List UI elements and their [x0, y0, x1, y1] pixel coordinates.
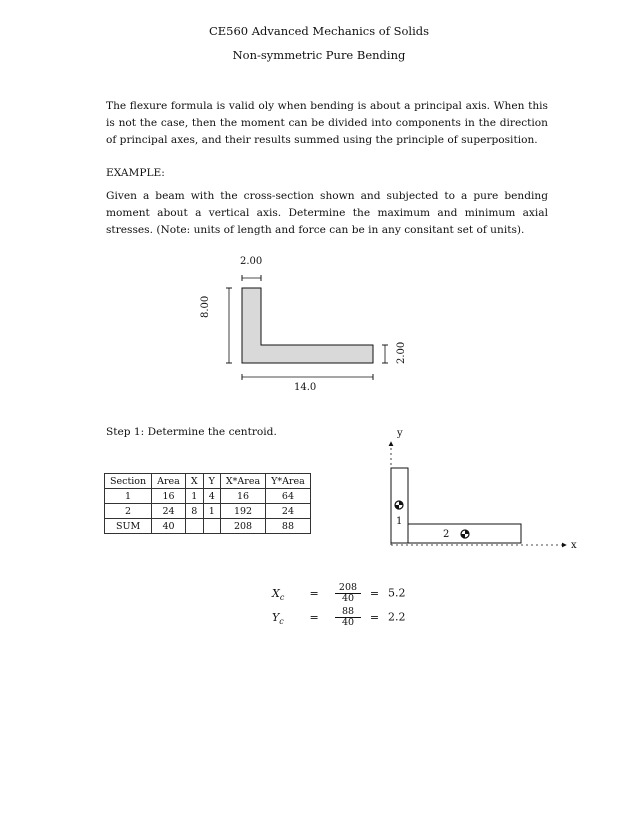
table-cell: 1 — [203, 504, 220, 519]
eq-equals: = — [369, 610, 380, 624]
eq-result: 2.2 — [388, 610, 406, 624]
table-header: Y — [203, 474, 220, 489]
table-cell — [203, 519, 220, 534]
table-cell: 16 — [152, 489, 186, 504]
table-header: X — [185, 474, 203, 489]
table-cell: 64 — [266, 489, 311, 504]
equation-yc — [272, 607, 406, 628]
example-paragraph: Given a beam with the cross-section shown and subjected to a pure bending moment about a vertical axis. Determine the maximum and minimum axial stresses. (Note: units of length and force can be in any consitant set of units). — [106, 190, 548, 236]
table-cell: 8 — [185, 504, 203, 519]
table-cell: 4 — [203, 489, 220, 504]
eq-var: X — [272, 586, 280, 600]
table-header: X*Area — [220, 474, 265, 489]
eq-equals: = — [369, 586, 380, 600]
eq-equals: = — [309, 610, 319, 624]
x-axis-label: x — [571, 540, 577, 551]
table-cell: 16 — [220, 489, 265, 504]
eq-denominator: 40 — [341, 593, 355, 604]
table-cell: 192 — [220, 504, 265, 519]
table-cell — [185, 519, 203, 534]
y-axis-label: y — [397, 428, 403, 439]
table-header: Section — [105, 474, 152, 489]
eq-sub: c — [279, 616, 284, 626]
table-row — [105, 504, 311, 519]
dim-top-label: 2.00 — [240, 256, 263, 267]
dim-bottom-label: 14.0 — [294, 382, 317, 393]
eq-fraction — [335, 583, 361, 604]
table-cell: 24 — [266, 504, 311, 519]
section-2-label: 2 — [443, 529, 450, 540]
table-cell: SUM — [105, 519, 152, 534]
centroid-2-marker — [461, 530, 469, 538]
eq-var: Y — [272, 610, 280, 624]
intro-paragraph: The flexure formula is valid oly when bending is about a principal axis. When this is not the case, then the moment can be divided into components in the direction of principal axes, and their results summed using the principle of superposition. — [106, 100, 548, 146]
centroid-1-marker — [395, 501, 403, 509]
page-subtitle: Non-symmetric Pure Bending — [232, 48, 406, 62]
table-row — [105, 519, 311, 534]
eq-numerator: 208 — [335, 583, 361, 594]
table-header-row — [105, 474, 311, 489]
table-cell: 208 — [220, 519, 265, 534]
eq-fraction — [335, 607, 361, 628]
eq-numerator: 88 — [335, 607, 361, 618]
table-cell: 40 — [152, 519, 186, 534]
equation-xc — [272, 583, 406, 604]
eq-equals: = — [309, 586, 319, 600]
l-shape — [242, 288, 373, 363]
centroid-table — [104, 473, 311, 534]
table-cell: 88 — [266, 519, 311, 534]
table-cell: 1 — [185, 489, 203, 504]
table-cell: 2 — [105, 504, 152, 519]
page-title: CE560 Advanced Mechanics of Solids — [208, 24, 430, 38]
dim-left-label: 8.00 — [200, 295, 211, 318]
eq-sub: c — [279, 592, 285, 602]
table-row — [105, 489, 311, 504]
dim-right-label: 2.00 — [396, 341, 407, 364]
table-header: Y*Area — [266, 474, 311, 489]
table-cell: 1 — [105, 489, 152, 504]
example-heading: EXAMPLE: — [106, 167, 165, 179]
eq-result: 5.2 — [388, 586, 406, 600]
step1-heading: Step 1: Determine the centroid. — [106, 426, 277, 438]
section-1-label: 1 — [396, 516, 403, 527]
eq-denominator: 40 — [341, 617, 355, 628]
table-header: Area — [152, 474, 186, 489]
table-cell: 24 — [152, 504, 186, 519]
